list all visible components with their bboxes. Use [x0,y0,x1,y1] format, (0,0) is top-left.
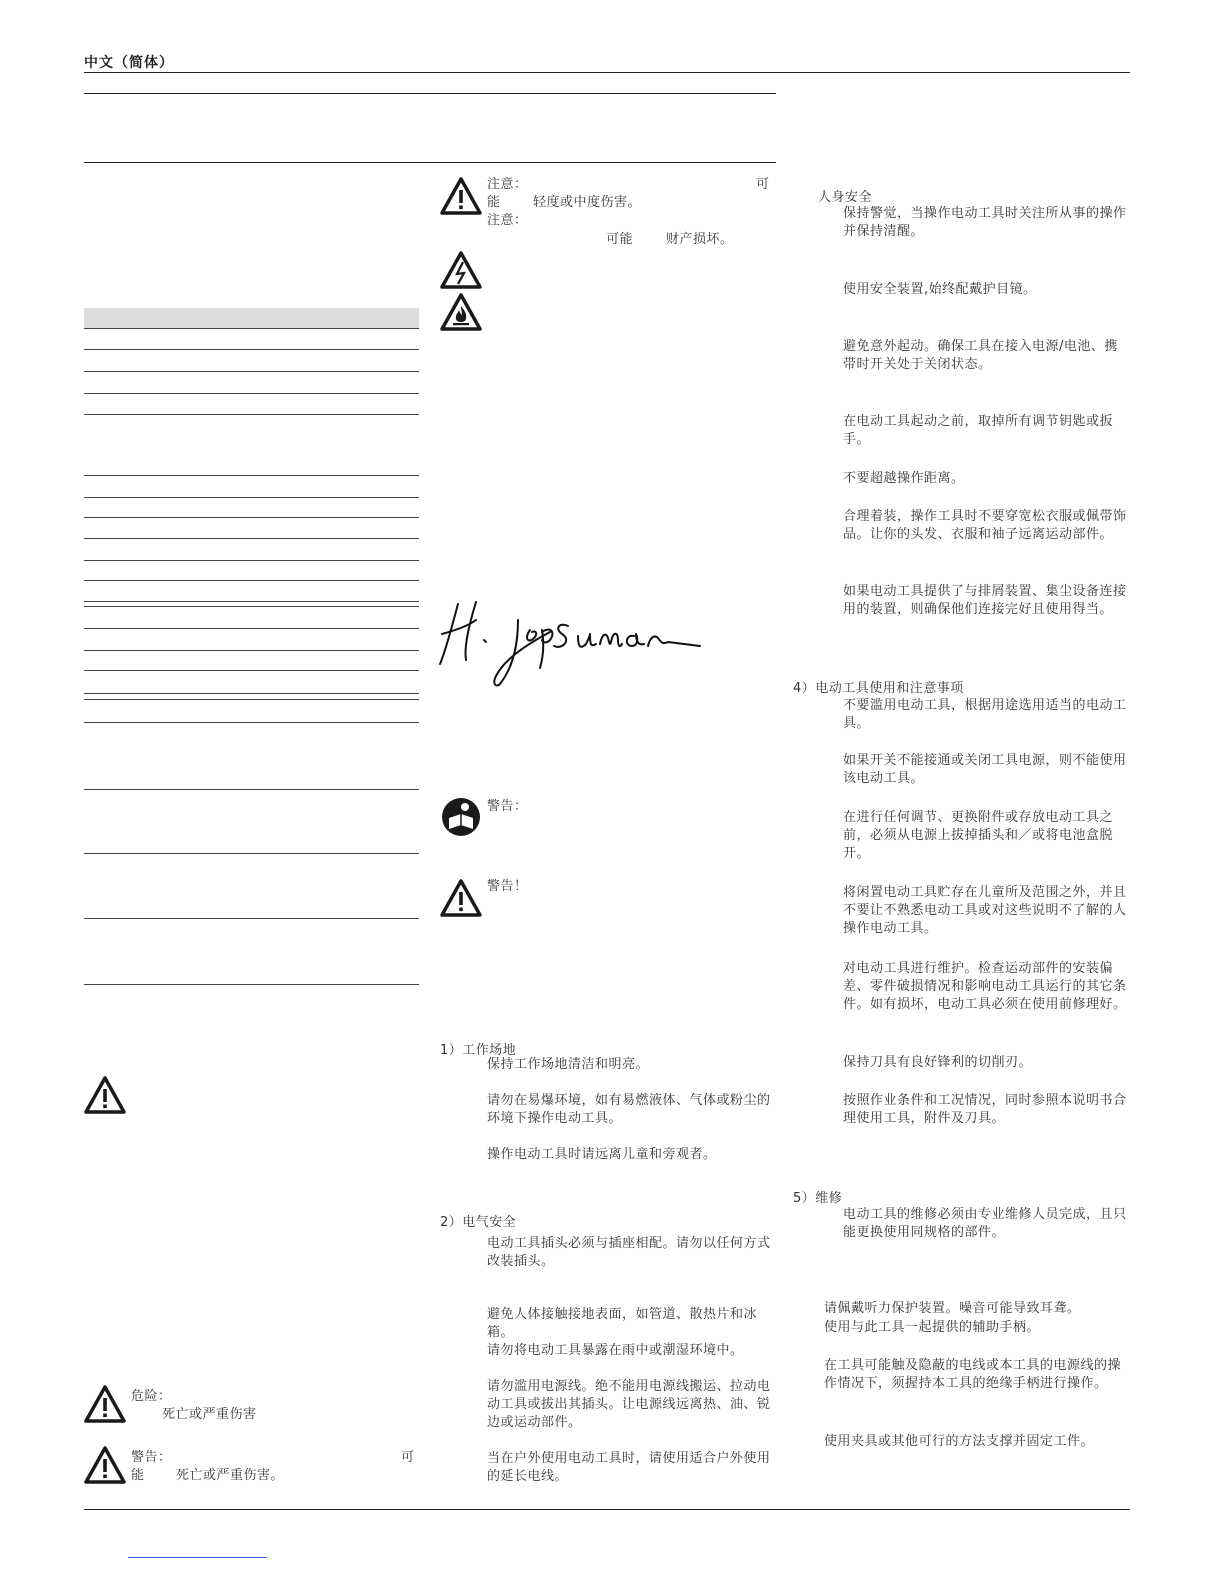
section-1-item: 操作电动工具时请远离儿童和旁观者。 [487,1147,717,1162]
table-row [84,349,419,350]
table-row [84,414,419,415]
header-rule [84,72,1130,73]
signature-image [438,590,703,690]
extra-note: 请佩戴听力保护装置。噪音可能导致耳聋。 [824,1301,1081,1316]
warning2-label: 警告！ [487,879,528,894]
section-2-item: 电动工具插头必须与插座相配。请勿以任何方式改装插头。 [487,1236,771,1269]
section-3-item: 使用安全装置,始终配戴护目镜。 [843,282,1037,297]
caution1-label: 注意： [487,177,528,192]
section-2-title: 2）电气安全 [440,1215,517,1230]
extra-note: 使用与此工具一起提供的辅助手柄。 [824,1320,1041,1335]
section-4-item: 如果开关不能接通或关闭工具电源，则不能使用该电动工具。 [843,753,1127,786]
section-5-title: 5）维修 [793,1191,843,1206]
warning-text-c: 死亡或严重伤害。 [176,1468,285,1483]
table-row [84,371,419,372]
caution2-label: 注意： [487,213,528,228]
top-rule [84,93,776,94]
extra-note: 使用夹具或其他可行的方法支撑并固定工件。 [824,1434,1095,1449]
section-3-item: 在电动工具起动之前，取掉所有调节钥匙或扳手。 [843,414,1114,447]
electric-hazard-icon [440,250,482,290]
caution2-text-a: 可能 [606,232,634,247]
table-row [84,722,419,723]
extra-note: 在工具可能触及隐蔽的电线或本工具的电源线的操作情况下，须握持本工具的绝缘手柄进行操作。 [824,1358,1122,1391]
read-manual-icon [440,796,482,838]
fire-hazard-icon [440,292,482,332]
table-header-band [84,308,419,328]
section-3-item: 保持警觉，当操作电动工具时关注所从事的操作并保持清醒。 [843,206,1127,239]
warning-text-a: 可 [401,1450,415,1465]
warning-triangle-icon [84,1075,126,1115]
warning-triangle-icon [440,878,482,918]
table-row [84,789,419,790]
table-row [84,475,419,476]
table-row [84,699,419,700]
warning-text-b: 能 [131,1468,145,1483]
table-row [84,984,419,985]
section-4-item: 不要滥用电动工具，根据用途选用适当的电动工具。 [843,698,1127,731]
footer-link-underline [128,1557,267,1558]
table-row [84,650,419,651]
section-3-item: 如果电动工具提供了与排屑装置、集尘设备连接用的装置，则确保他们连接完好且使用得当。 [843,584,1127,617]
section-4-item: 在进行任何调节、更换附件或存放电动工具之前，必须从电源上拔掉插头和／或将电池盒脱开。 [843,810,1114,861]
section-2-item: 请勿滥用电源线。绝不能用电源线搬运、拉动电动工具或拔出其插头。让电源线远离热、油、锐边或运动部件。 [487,1379,771,1430]
section-3-title: 人身安全 [818,190,873,205]
section-3-item: 不要超越操作距离。 [843,471,965,486]
warning-book-label: 警告： [487,799,528,814]
section-1-item: 保持工作场地清洁和明亮。 [487,1057,650,1072]
section-2-item: 避免人体接触接地表面，如管道、散热片和冰箱。 [487,1307,758,1340]
table-row [84,918,419,919]
warning-triangle-icon [84,1445,126,1485]
table-row [84,670,419,671]
table-row [84,693,419,694]
danger-triangle-icon [84,1384,126,1424]
section-3-item: 避免意外起动。确保工具在接入电源/电池、携带时开关处于关闭状态。 [843,339,1118,372]
section-2-item: 请勿将电动工具暴露在雨中或潮湿环境中。 [487,1343,744,1358]
table-row [84,393,419,394]
table-row [84,560,419,561]
warning-label: 警告： [131,1450,172,1465]
section-4-title: 4）电动工具使用和注意事项 [793,681,964,696]
section-1-title: 1）工作场地 [440,1043,517,1058]
section-4-item: 保持刀具有良好锋利的切削刃。 [843,1055,1033,1070]
table-row [84,628,419,629]
caution1-text-b: 能 [487,195,501,210]
section-2-item: 当在户外使用电动工具时，请使用适合户外使用的延长电线。 [487,1451,771,1484]
caution1-text-c: 轻度或中度伤害。 [533,195,642,210]
danger-text: 死亡或严重伤害 [162,1407,257,1422]
table-row [84,538,419,539]
section-4-item: 对电动工具进行维护。检查运动部件的安装偏差、零件破损情况和影响电动工具运行的其它条件。如有损坏，电动工具必须在使用前修理好。 [843,961,1127,1012]
table-row [84,606,419,607]
caution1-text-a: 可 [756,177,770,192]
section-3-item: 合理着装，操作工具时不要穿宽松衣服或佩带饰品。让你的头发、衣服和袖子远离运动部件。 [843,509,1127,542]
section-4-item: 将闲置电动工具贮存在儿童所及范围之外，并且不要让不熟悉电动工具或对这些说明不了解的人操作电动工具。 [843,885,1127,936]
section-5-item: 电动工具的维修必须由专业维修人员完成，且只能更换使用同规格的部件。 [843,1207,1127,1240]
section-1-item: 请勿在易爆环境，如有易燃液体、气体或粉尘的环境下操作电动工具。 [487,1093,771,1126]
caution-triangle-icon [440,176,482,216]
table-row [84,601,419,602]
danger-label: 危险： [131,1389,172,1404]
table-row [84,853,419,854]
table-row [84,580,419,581]
top-rule-2 [84,162,776,163]
caution2-text-b: 财产损坏。 [666,232,734,247]
table-row [84,517,419,518]
section-4-item: 按照作业条件和工况情况，同时参照本说明书合理使用工具，附件及刀具。 [843,1093,1127,1126]
table-row [84,328,419,329]
page-language-header: 中文（简体） [84,55,174,71]
table-row [84,497,419,498]
footer-rule [84,1509,1130,1510]
